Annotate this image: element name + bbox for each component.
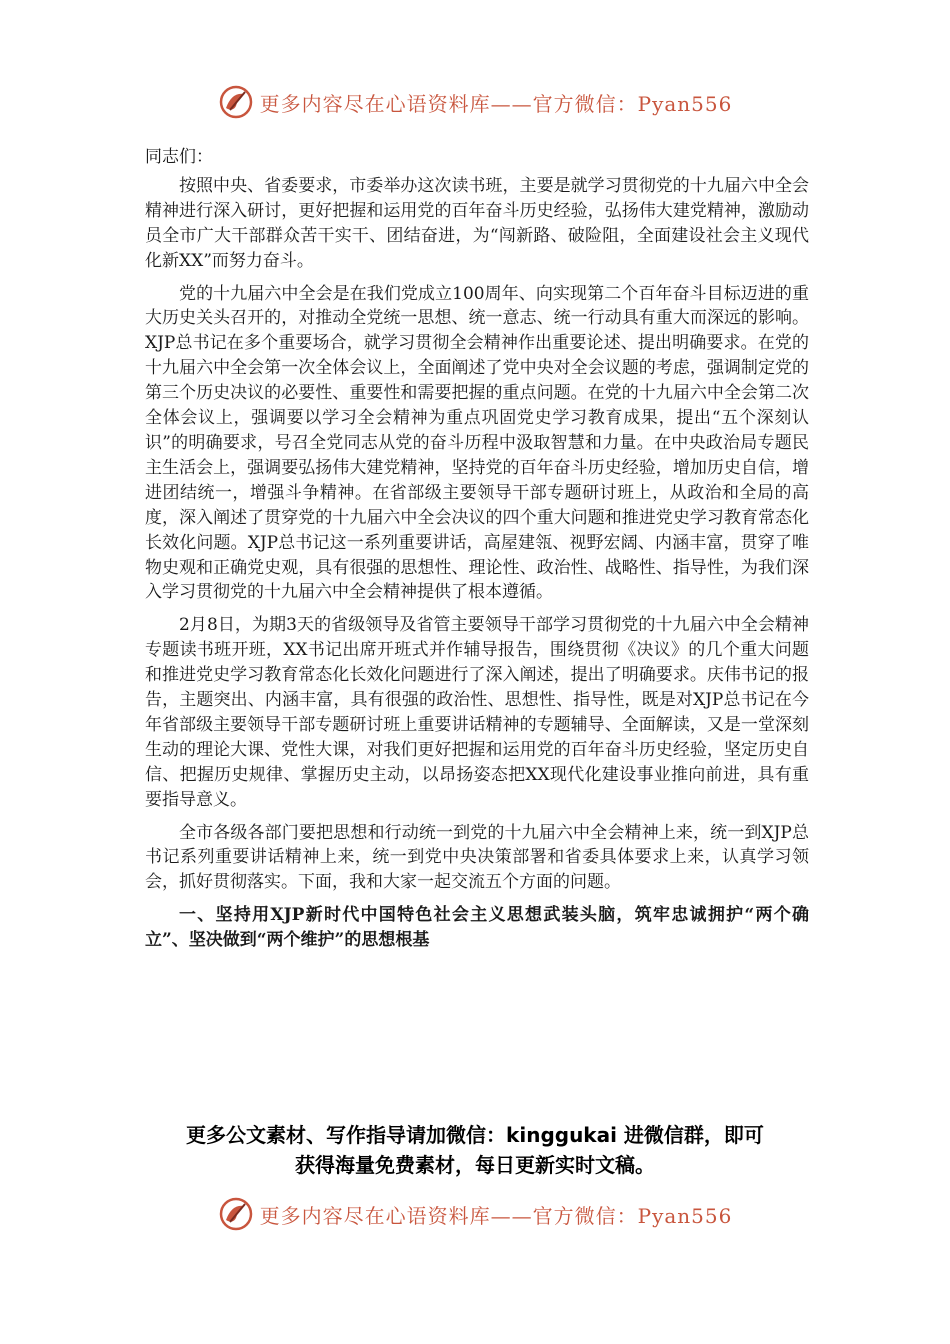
promo-line-1: 更多公文素材、写作指导请加微信：kinggukai 进微信群，即可 bbox=[186, 1123, 764, 1147]
watermark-text bbox=[260, 1200, 733, 1229]
watermark-brand: 更多内容尽在心语资料库 bbox=[259, 91, 491, 116]
salutation: 同志们： bbox=[145, 147, 213, 167]
watermark-account: Pyan556 bbox=[637, 91, 733, 116]
promo-notice bbox=[100, 1120, 850, 1180]
watermark-brand: 更多内容尽在心语资料库 bbox=[259, 1203, 491, 1228]
watermark-account: Pyan556 bbox=[637, 1203, 733, 1228]
watermark-official: 官方微信： bbox=[532, 1203, 638, 1228]
paragraph: 党的十九届六中全会是在我们党成立100周年、向实现第二个百年奋斗目标迈进的重大历史关头召开的，对推动全党统一思想、统一意志、统一行动具有重大而深远的影响。XJP总书记在多个重要场合，就学习贯彻全会精神作出重要论述、提出明确要求。在党的十九届六中全会第一次全体会议上，全面阐述了党中央对全会议题的考虑，强调制定党的第三个历史决议的必要性、重要性和需要把握的重点问题。在党的十九届六中全会第二次全体会议上，强调要以学习全会精神为重点巩固党史学习教育成果，提出“五个深刻认识”的明确要求，号召全党同志从党的奋斗历程中汲取智慧和力量。在中央政治局专题民主生活会上，强调要弘扬伟大建党精神，坚持党的百年奋斗历史经验，增加历史自信，增进团结统一，增强斗争精神。在省部级主要领导干部专题研讨班上，从政治和全局的高度，深入阐述了贯穿党的十九届六中全会决议的四个重大问题和推进党史学习教育常态化长效化问题。XJP总书记这一系列重要讲话，高屋建瓴、视野宏阔、内涵丰富，贯穿了唯物史观和正确党史观，具有很强的思想性、理论性、政治性、战略性、指导性，为我们深入学习贯彻党的十九届六中全会精神提供了根本遵循。 bbox=[145, 283, 809, 603]
section-heading: 一、坚持用XJP新时代中国特色社会主义思想武装头脑，筑牢忠诚拥护“两个确立”、坚决做到“两个维护”的思想根基 bbox=[145, 905, 809, 951]
brand-logo-icon bbox=[218, 1196, 254, 1232]
brand-logo-icon bbox=[218, 84, 254, 120]
watermark-official: 官方微信： bbox=[532, 91, 638, 116]
paragraph: 全市各级各部门要把思想和行动统一到党的十九届六中全会精神上来，统一到XJP总书记系列重要讲话精神上来，统一到党中央决策部署和省委具体要求上来，认真学习领会，抓好贯彻落实。下面，我和大家一起交流五个方面的问题。 bbox=[145, 822, 809, 893]
watermark-banner-top bbox=[0, 82, 950, 122]
paragraph: 按照中央、省委要求，市委举办这次读书班，主要是就学习贯彻党的十九届六中全会精神进行深入研讨，更好把握和运用党的百年奋斗历史经验，弘扬伟大建党精神，激励动员全市广大干部群众苦干实干、团结奋进，为“闯新路、破险阻，全面建设社会主义现代化新XX”而努力奋斗。 bbox=[145, 175, 809, 271]
promo-line-2: 获得海量免费素材，每日更新实时文稿。 bbox=[295, 1153, 655, 1177]
document-body bbox=[145, 145, 809, 961]
watermark-separator: —— bbox=[490, 1203, 533, 1228]
watermark-text bbox=[260, 88, 733, 117]
watermark-banner-bottom bbox=[0, 1194, 950, 1234]
watermark-separator: —— bbox=[490, 91, 533, 116]
paragraph: 2月8日，为期3天的省级领导及省管主要领导干部学习贯彻党的十九届六中全会精神专题读书班开班，XX书记出席开班式并作辅导报告，围绕贯彻《决议》的几个重大问题和推进党史学习教育常态化长效化问题进行了深入阐述，提出了明确要求。庆伟书记的报告，主题突出、内涵丰富，具有很强的政治性、思想性、指导性，既是对XJP总书记在今年省部级主要领导干部专题研讨班上重要讲话精神的专题辅导、全面解读，又是一堂深刻生动的理论大课、党性大课，对我们更好把握和运用党的百年奋斗历史经验，坚定历史自信、把握历史规律、掌握历史主动，以昂扬姿态把XX现代化建设事业推向前进，具有重要指导意义。 bbox=[145, 615, 809, 810]
